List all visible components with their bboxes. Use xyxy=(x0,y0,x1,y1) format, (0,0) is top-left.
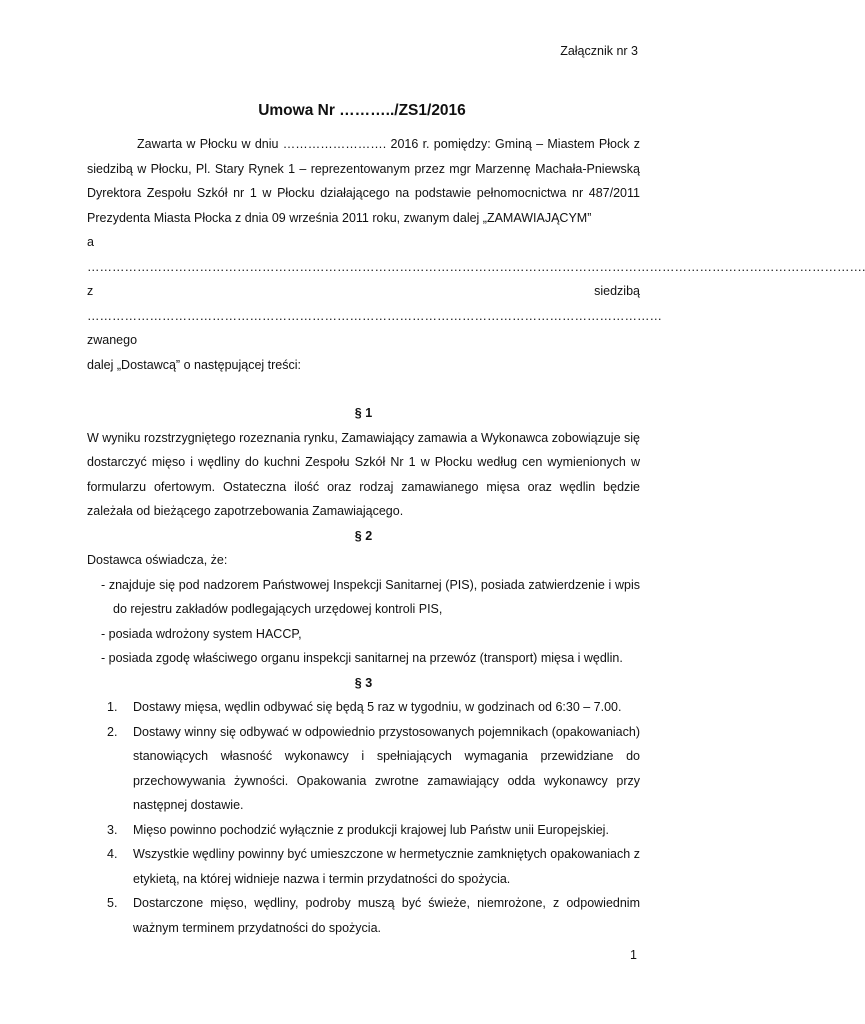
section-1-heading: § 1 xyxy=(354,406,373,420)
list-item-text: Dostawy winny się odbywać w odpowiednio przystosowanych pojemnikach (opakowaniach) stanowiących własność wykonawcy i spełniających wymagania przewidziane do przechowywania żywności. Opakowania zwrotne zamawiający odda wykonawcy przy następnej dostawie. xyxy=(133,724,640,812)
list-item xyxy=(87,891,640,940)
list-item-number: 2. xyxy=(107,724,118,739)
section-1-text: W wyniku rozstrzygniętego rozeznania rynku, Zamawiający zamawia a Wykonawca zobowiązuje się dostarczyć mięso i wędliny do kuchni Zespołu Szkół Nr 1 w Płocku według cen wymienionych w formularzu ofertowym. Ostateczna ilość oraz rodzaj zamawianego mięsa oraz wędlin będzie zależała od bieżącego zapotrzebowania Zamawiającego. xyxy=(87,430,640,518)
list-item xyxy=(87,842,640,891)
list-item-text: Dostarczone mięso, wędliny, podroby muszą być świeże, niemrożone, z odpowiednim ważnym terminem przydatności do spożycia. xyxy=(133,896,640,935)
section-2-lead: Dostawca oświadcza, że: xyxy=(87,553,228,567)
list-item xyxy=(87,720,640,818)
conjunction-a: a xyxy=(87,235,94,249)
document-title: Umowa Nr ………../ZS1/2016 xyxy=(258,102,466,119)
section-2-item: - znajduje się pod nadzorem Państwowej Inspekcji Sanitarnej (PIS), posiada zatwierdzenie i wpis do rejestru zakładów podlegających urzędowej kontroli PIS, xyxy=(101,577,640,616)
section-3-list xyxy=(87,695,640,940)
list-item-text: Wszystkie wędliny powinny być umieszczone w hermetycznie zamkniętych opakowaniach z etykietą, na której widnieje nazwa i termin przydatności do spożycia. xyxy=(133,847,640,886)
annex-label: Załącznik nr 3 xyxy=(560,44,638,58)
list-item-number: 1. xyxy=(107,700,118,714)
section-3-heading: § 3 xyxy=(354,675,373,690)
supplier-definition: dalej „Dostawcą” o następującej treści: xyxy=(87,357,301,372)
supplier-seat-blank: z siedzibą ………………………………………………………………………………………………………………………… zwanego xyxy=(87,284,662,347)
list-item-number: 4. xyxy=(107,847,118,861)
list-item-text: Dostawy mięsa, wędlin odbywać się będą 5 raz w tygodniu, w godzinach od 6:30 – 7.00. xyxy=(133,700,622,714)
list-item-number: 5. xyxy=(107,896,118,910)
section-2-item: - posiada wdrożony system HACCP, xyxy=(101,626,302,641)
section-2-item: - posiada zgodę właściwego organu inspekcji sanitarnej na przewóz (transport) mięsa i wędlin. xyxy=(101,651,623,665)
list-item-number: 3. xyxy=(107,822,118,837)
supplier-name-blank: ……………………………………………………………………………………………………………………………………………………………………. xyxy=(87,259,865,274)
list-item xyxy=(87,818,640,843)
intro-paragraph: Zawarta w Płocku w dniu ……………………. 2016 r. pomiędzy: Gminą – Miastem Płock z siedzibą w Płocku, Pl. Stary Rynek 1 – reprezentowanym przez mgr Marzennę Machała-Pniewską Dyrektora Zespołu Szkół nr 1 w Płocku działającego na podstawie pełnomocnictwa nr 487/2011 Prezydenta Miasta Płocka z dnia 09 września 2011 roku, zwanym dalej „ZAMAWIAJĄCYM” xyxy=(87,137,640,225)
list-item xyxy=(87,695,640,720)
section-2-heading: § 2 xyxy=(354,528,373,543)
list-item-text: Mięso powinno pochodzić wyłącznie z produkcji krajowej lub Państw unii Europejskiej. xyxy=(133,822,609,837)
page-number: 1 xyxy=(630,948,637,962)
document-body xyxy=(87,132,865,940)
